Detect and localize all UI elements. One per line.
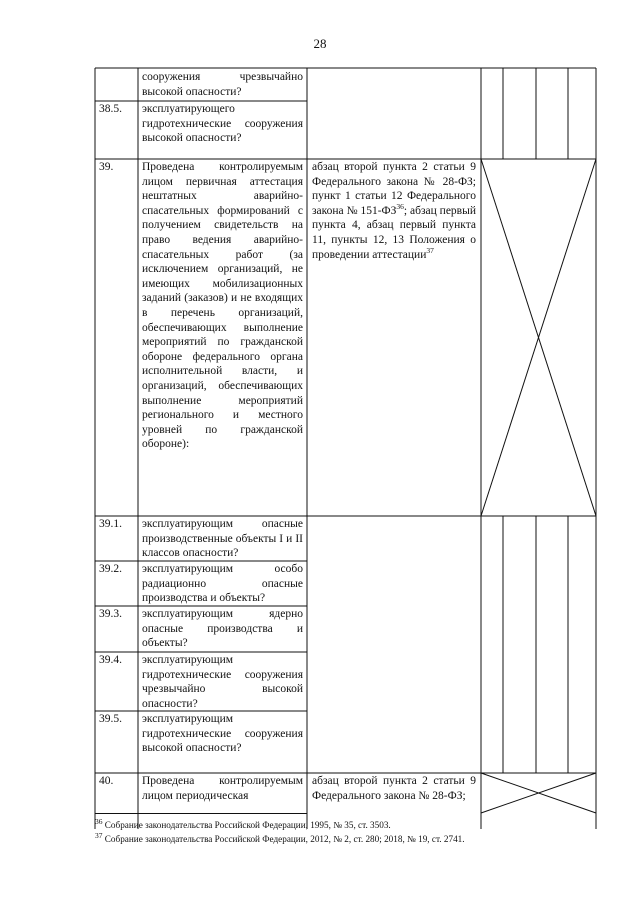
row-2-number: 39. [99, 161, 114, 173]
row-5-number: 39.3. [99, 608, 122, 620]
row-1-text: эксплуатирующего гидротехнические сооружения высокой опасности? [142, 103, 303, 145]
row-6-number: 39.4. [99, 654, 122, 666]
footnote-ref-37: 37 [426, 245, 434, 255]
row-3-text: эксплуатирующим опасные производственные объекты I и II классов опасности? [142, 518, 303, 560]
footnote-37-mark: 37 [95, 830, 103, 840]
row-5-text: эксплуатирующим ядерно опасные производства и объекты? [142, 608, 303, 650]
row-2-legal-basis-a: абзац второй пункта 2 статьи 9 Федерального закона № 28-ФЗ; пункт 1 статьи 12 Федерального закона № 151-ФЗ [312, 161, 476, 217]
row-1-number: 38.5. [99, 103, 122, 115]
footnote-36 [95, 816, 391, 831]
footnote-37-text: Собрание законодательства Российской Федерации, 2012, № 2, ст. 280; 2018, № 19, ст. 2741. [104, 834, 465, 844]
row-2-legal-basis-b: абзац первый пункта 4, абзац первый пункта 11, пункты 12, 13 Положения о проведении аттестации [312, 204, 476, 261]
row-2-legal-basis-a-end: ; [403, 204, 408, 217]
row-8-number: 40. [99, 775, 114, 787]
row-2-text: Проведена контролируемым лицом первичная аттестация нештатных аварийно-спасательных формирований с получением свидетельств на право ведения аварийно-спасательных работ (за исключением организаций, не имеющих мобилизационных заданий (заказов) и не входящих в перечень организаций, обеспечивающих выполнение мероприятий по гражданской обороне федерального органа исполнительной власти, и организаций, обеспечивающих выполнение мероприятий регионального и местного уровней по гражданской обороне): [142, 161, 303, 451]
row-4-number: 39.2. [99, 563, 122, 575]
row-7-text: эксплуатирующим гидротехнические сооружения высокой опасности? [142, 713, 303, 755]
row-6-text: эксплуатирующим гидротехнические сооружения чрезвычайно высокой опасности? [142, 654, 303, 710]
footnote-36-text: Собрание законодательства Российской Федерации, 1995, № 35, ст. 3503. [104, 820, 391, 830]
row-8-text: Проведена контролируемым лицом периодическая [142, 775, 303, 802]
row-8-legal-basis: абзац второй пункта 2 статьи 9 Федерального закона № 28-ФЗ; [312, 775, 476, 802]
page-number: 28 [313, 36, 327, 51]
row-3-number: 39.1. [99, 518, 122, 530]
footnote-37 [95, 830, 465, 845]
footnote-36-mark: 36 [95, 816, 103, 826]
footnote-separator [95, 813, 307, 814]
footnote-ref-36: 36 [396, 201, 404, 211]
row-7-number: 39.5. [99, 713, 122, 725]
row-2-legal-basis [312, 160, 476, 262]
row-4-text: эксплуатирующим особо радиационно опасные производства и объекты? [142, 563, 303, 605]
row-0-text: сооружения чрезвычайно высокой опасности? [142, 71, 303, 98]
